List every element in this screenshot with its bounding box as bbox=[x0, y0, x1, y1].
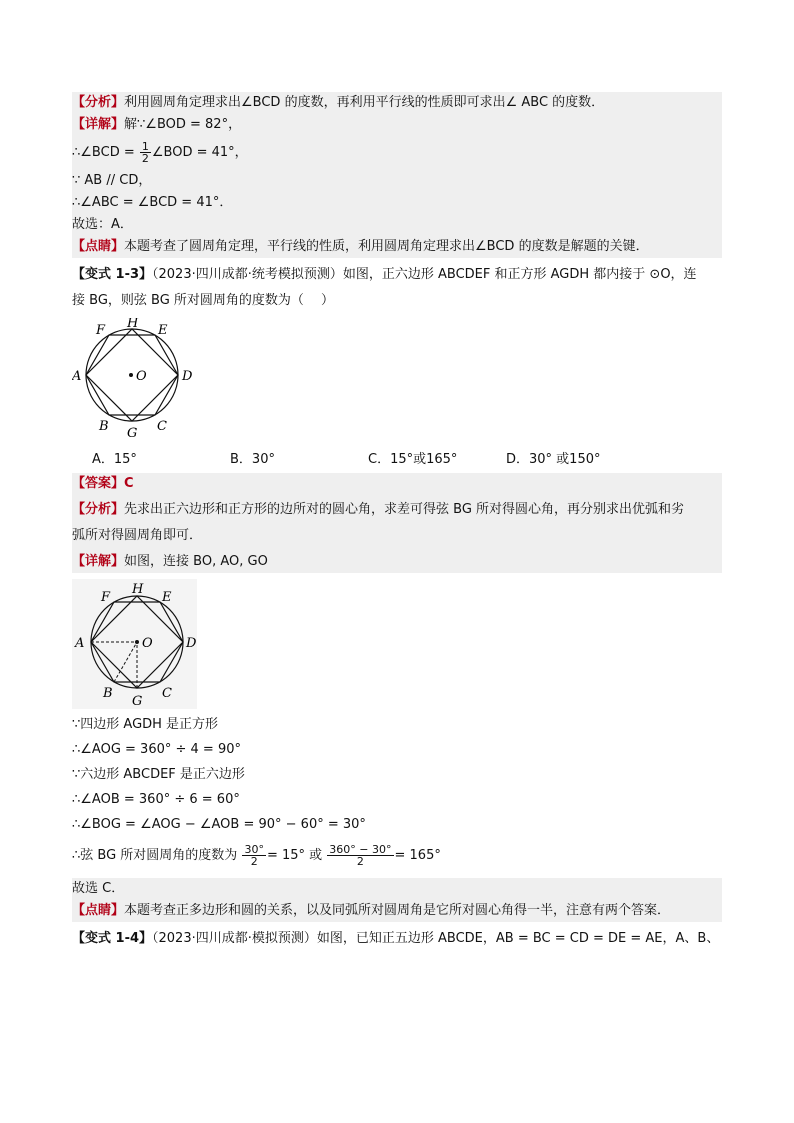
variant-tag: 【变式 1-3】 bbox=[72, 267, 153, 282]
step-6-text-a: ∴弦 BG 所对圆周角的度数为 bbox=[72, 848, 238, 863]
detail-text-2a: ∴∠BCD = bbox=[72, 145, 135, 160]
label-C-2: C bbox=[162, 686, 172, 701]
label-H-2: H bbox=[132, 582, 144, 597]
label-B-2: B bbox=[103, 686, 113, 701]
analysis-tag-2: 【分析】 bbox=[72, 502, 125, 517]
solution-block-1 bbox=[72, 92, 722, 258]
detail-line-3 bbox=[72, 170, 722, 192]
choice-line bbox=[72, 214, 722, 236]
comment-text-2: 本题考查正多边形和圆的关系，以及同弧所对圆周角是它所对圆心角得一半，注意有两个答案． bbox=[124, 903, 671, 918]
step-6-text-c: = 165° bbox=[394, 848, 441, 863]
step-4: ∴∠AOB = 360° ÷ 6 = 60° bbox=[72, 792, 240, 807]
comment-tag-2: 【点睛】 bbox=[72, 903, 125, 918]
figure-hexagon-square bbox=[72, 318, 202, 438]
analysis-tag: 【分析】 bbox=[72, 95, 125, 110]
fraction-2-numerator: 360° − 30° bbox=[329, 843, 392, 856]
label-E-2: E bbox=[162, 590, 172, 605]
label-C: C bbox=[157, 419, 167, 434]
step-6 bbox=[72, 838, 722, 874]
detail-text-2b: ∠BOD = 41°， bbox=[151, 145, 248, 160]
label-G: G bbox=[127, 426, 138, 438]
label-D-2: D bbox=[186, 636, 197, 651]
document-page bbox=[72, 92, 722, 952]
label-D: D bbox=[182, 369, 193, 384]
solution-steps bbox=[72, 713, 722, 874]
choice-text: 故选：A． bbox=[72, 217, 133, 232]
label-G-2: G bbox=[132, 694, 143, 709]
option-b: B．30° bbox=[230, 452, 275, 467]
fraction-denominator: 2 bbox=[141, 152, 149, 165]
option-c: C．15°或165° bbox=[368, 452, 458, 467]
answer-value: C bbox=[124, 476, 134, 491]
comment-line-2 bbox=[72, 900, 722, 922]
detail-line-4 bbox=[72, 192, 722, 214]
detail-head: 如图，连接 BO, AO, GO bbox=[124, 554, 268, 569]
detail-tag: 【详解】 bbox=[72, 117, 125, 132]
choice-line-2 bbox=[72, 878, 722, 900]
step-5: ∴∠BOG = ∠AOG − ∠AOB = 90° − 60° = 30° bbox=[72, 817, 366, 832]
analysis-line-2 bbox=[72, 523, 722, 549]
variant-1-4-tag: 【变式 1-4】 bbox=[72, 931, 153, 946]
fraction-330-over-2 bbox=[327, 844, 393, 867]
detail-text-4: ∴∠ABC = ∠BCD = 41°． bbox=[72, 195, 233, 210]
fraction-30-over-2 bbox=[242, 844, 266, 867]
step-3: ∵六边形 ABCDEF 是正六边形 bbox=[72, 767, 245, 782]
option-a: A．15° bbox=[92, 452, 137, 467]
variant-1-4-question bbox=[72, 922, 722, 952]
detail-line-1 bbox=[72, 114, 722, 136]
variant-1-4-source: （2023·四川成都·模拟预测） bbox=[152, 931, 317, 946]
fraction-1-denominator: 2 bbox=[250, 855, 258, 868]
step-2: ∴∠AOG = 360° ÷ 4 = 90° bbox=[72, 742, 241, 757]
variant-source: （2023·四川成都·统考模拟预测） bbox=[152, 267, 343, 282]
comment-line bbox=[72, 236, 722, 258]
label-A-2: A bbox=[75, 636, 85, 651]
label-O: O bbox=[136, 369, 147, 384]
variant-1-3-question bbox=[72, 258, 722, 314]
variant-text-2: 接 BG，则弦 BG 所对圆周角的度数为（ ） bbox=[72, 293, 335, 308]
variant-text-1: 如图，正六边形 ABCDEF 和正方形 AGDH 都内接于 ⊙O，连 bbox=[342, 267, 697, 282]
comment-tag: 【点睛】 bbox=[72, 239, 125, 254]
detail-text-3: ∵ AB // CD， bbox=[72, 173, 152, 188]
figure-solution bbox=[72, 579, 197, 709]
analysis-text: 利用圆周角定理求出∠BCD 的度数，再利用平行线的性质即可求出∠ ABC 的度数． bbox=[124, 95, 605, 110]
fraction-half bbox=[140, 141, 151, 164]
step-1: ∵四边形 AGDH 是正方形 bbox=[72, 717, 219, 732]
label-A: A bbox=[72, 369, 82, 384]
comment-text: 本题考查了圆周角定理，平行线的性质，利用圆周角定理求出∠BCD 的度数是解题的关键． bbox=[124, 239, 649, 254]
analysis-paragraph bbox=[72, 495, 722, 551]
variant-1-3-line-2 bbox=[72, 288, 722, 314]
label-E: E bbox=[158, 323, 168, 338]
label-O-2: O bbox=[142, 636, 153, 651]
choice-text-2: 故选 C． bbox=[72, 881, 125, 896]
detail-text-1: 解∵∠BOD = 82°， bbox=[124, 117, 242, 132]
label-H: H bbox=[127, 318, 139, 331]
fraction-1-numerator: 30° bbox=[244, 843, 264, 856]
step-6-text-b: = 15° 或 bbox=[266, 848, 323, 863]
answer-line bbox=[72, 473, 722, 495]
analysis-text-2b: 弧所对得圆周角即可． bbox=[72, 528, 203, 543]
detail-head-line bbox=[72, 551, 722, 573]
label-F: F bbox=[96, 323, 106, 338]
answer-options bbox=[72, 448, 722, 467]
label-B: B bbox=[99, 419, 109, 434]
fraction-numerator: 1 bbox=[141, 140, 149, 153]
label-F-2: F bbox=[101, 590, 111, 605]
analysis-text-2a: 先求出正六边形和正方形的边所对的圆心角，求差可得弦 BG 所对得圆心角，再分别求出优弧和劣 bbox=[124, 502, 685, 517]
solution-block-2 bbox=[72, 473, 722, 573]
solution-block-2-end bbox=[72, 878, 722, 922]
analysis-line-1 bbox=[72, 497, 722, 523]
variant-1-4-text: 如图，已知正五边形 ABCDE，AB = BC = CD = DE = AE，A、B、 bbox=[316, 931, 720, 946]
analysis-line bbox=[72, 92, 722, 114]
variant-1-3-line-1 bbox=[72, 262, 722, 288]
answer-tag: 【答案】 bbox=[72, 476, 125, 491]
option-d: D．30° 或150° bbox=[506, 452, 601, 467]
fraction-2-denominator: 2 bbox=[356, 855, 364, 868]
detail-line-2 bbox=[72, 136, 722, 170]
detail-tag-2: 【详解】 bbox=[72, 554, 125, 569]
